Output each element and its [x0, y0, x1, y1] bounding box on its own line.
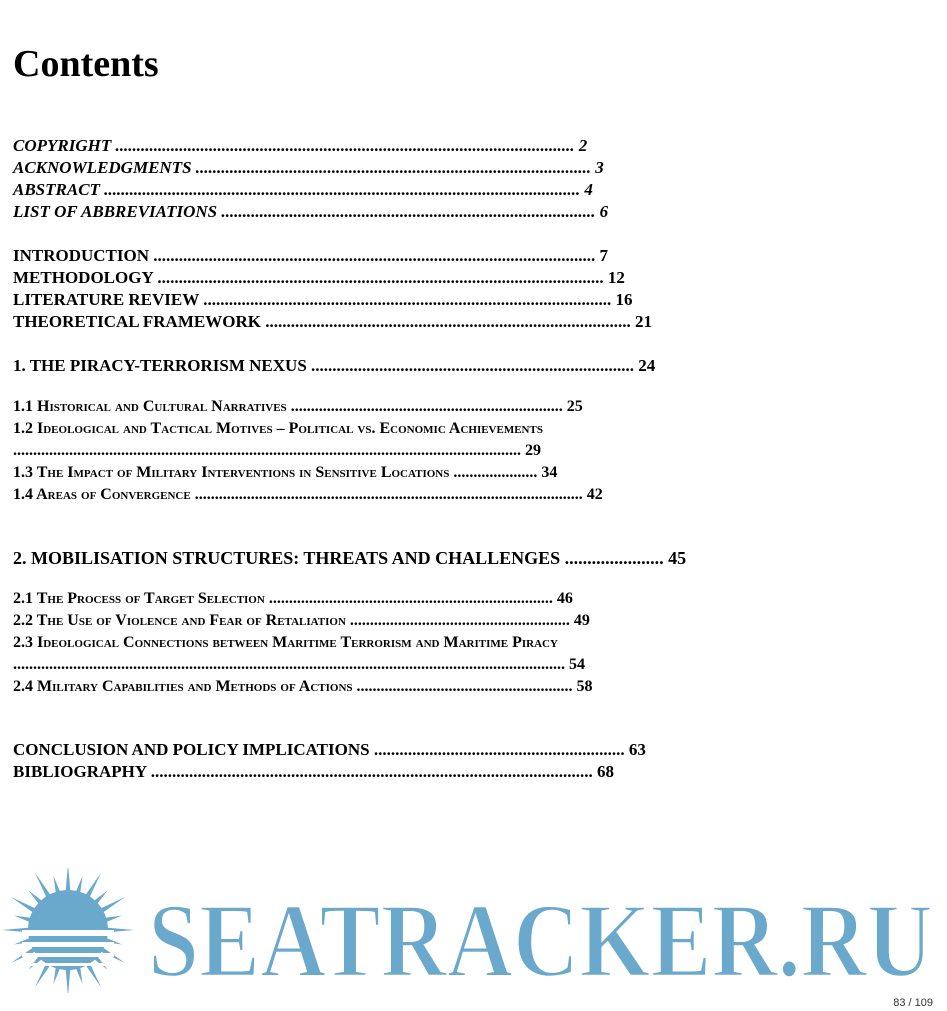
toc-entry-label: BIBLIOGRAPHY [13, 762, 147, 781]
toc-entry-label: 1.2 Ideological and Tactical Motives – Political vs. Economic Achievements [13, 420, 543, 437]
toc-leader-dots: ........................................................... [369, 740, 629, 759]
toc-leader-dots: ..................... [449, 464, 542, 481]
toc-page-number: 63 [628, 740, 646, 759]
toc-entry-section-1-4[interactable] [13, 484, 603, 506]
toc-entry-label: 1.4 Areas of Convergence [13, 486, 191, 503]
toc-page-number: 42 [586, 486, 603, 503]
toc-entry-label: 2.1 The Process of Target Selection [13, 590, 265, 607]
toc-entry-label: 2. MOBILISATION STRUCTURES: THREATS AND CHALLENGES [13, 548, 561, 568]
table-of-contents [13, 0, 813, 800]
toc-leader-dots: ...................... [560, 548, 669, 568]
toc-leader-dots: .......................................................................................................................................... [13, 656, 569, 673]
toc-entry-label: 2.2 The Use of Violence and Fear of Retaliation [13, 612, 346, 629]
toc-entry-acknowledgments[interactable] [13, 157, 604, 179]
toc-entry-abstract[interactable] [13, 179, 593, 201]
watermark-text: SEATRACKER.RU [148, 882, 933, 993]
toc-page-number: 58 [576, 678, 593, 695]
toc-page-number: 54 [569, 656, 585, 673]
toc-entry-section-1-2[interactable] [13, 418, 543, 440]
toc-entry-label: 1. THE PIRACY-TERRORISM NEXUS [13, 356, 307, 375]
toc-entry-label: THEORETICAL FRAMEWORK [13, 312, 261, 331]
toc-entry-label: LITERATURE REVIEW [13, 290, 199, 309]
toc-entry-section-1-1[interactable] [13, 396, 583, 418]
toc-page-number: 12 [607, 268, 625, 287]
toc-entry-abbreviations[interactable] [13, 201, 608, 223]
toc-leader-dots: .................................................................... [286, 398, 567, 415]
toc-page-number: 29 [525, 442, 541, 459]
toc-entry-label: 1.3 The Impact of Military Interventions in Sensitive Locations [13, 464, 450, 481]
toc-page-number: 2 [578, 136, 588, 155]
toc-leader-dots: ...................................................... [352, 678, 577, 695]
toc-entry-section-2-2[interactable] [13, 610, 590, 632]
page-title: Contents [13, 43, 159, 85]
toc-entry-section-1-2-continued[interactable] [13, 440, 541, 462]
toc-entry-introduction[interactable] [13, 245, 608, 267]
toc-leader-dots: ................................................................................................ [198, 290, 616, 309]
toc-leader-dots: ............................................................................ [306, 356, 639, 375]
toc-entry-label: INTRODUCTION [13, 246, 150, 265]
toc-entry-literature-review[interactable] [13, 289, 632, 311]
page-indicator: 83 / 109 [893, 997, 933, 1009]
toc-page-number: 3 [595, 158, 604, 177]
toc-entry-methodology[interactable] [13, 267, 625, 289]
sun-logo-icon [2, 868, 134, 993]
toc-page-number: 45 [668, 548, 687, 568]
toc-page-number: 25 [566, 398, 583, 415]
toc-entry-label: 2.3 Ideological Connections between Maritime Terrorism and Maritime Piracy [13, 634, 558, 651]
toc-entry-label: 1.1 Historical and Cultural Narratives [13, 398, 287, 415]
toc-page-number: 46 [556, 590, 573, 607]
toc-page-number: 4 [584, 180, 593, 199]
toc-entry-label: ACKNOWLEDGMENTS [13, 158, 192, 177]
toc-page-number: 24 [638, 356, 656, 375]
toc-leader-dots: ...................................................................................... [260, 312, 635, 331]
toc-entry-section-2-4[interactable] [13, 676, 593, 698]
toc-entry-label: COPYRIGHT [13, 136, 112, 155]
seatracker-watermark [0, 868, 947, 993]
toc-page-number: 68 [597, 762, 615, 781]
toc-leader-dots: ............................................................................................. [191, 158, 596, 177]
toc-page-number: 6 [599, 202, 609, 221]
toc-entry-theoretical-framework[interactable] [13, 311, 652, 333]
toc-entry-label: 2.4 Military Capabilities and Methods of Actions [13, 678, 353, 695]
toc-leader-dots: ........................................................................................ [217, 202, 600, 221]
toc-entry-label: CONCLUSION AND POLICY IMPLICATIONS [13, 740, 370, 759]
toc-leader-dots: ................................................................................................................ [99, 180, 585, 199]
toc-entry-label: LIST OF ABBREVIATIONS [13, 202, 218, 221]
toc-entry-section-2-3[interactable] [13, 632, 558, 654]
toc-entry-chapter-1[interactable] [13, 355, 655, 377]
toc-leader-dots: ........................................................................................................ [149, 246, 600, 265]
toc-leader-dots: ....................................................................... [264, 590, 557, 607]
toc-leader-dots: ......................................................................................................... [153, 268, 608, 287]
toc-page-number: 7 [599, 246, 609, 265]
toc-entry-copyright[interactable] [13, 135, 587, 157]
toc-leader-dots: ................................................................................................. [190, 486, 587, 503]
toc-leader-dots: ............................................................................................................................... [13, 442, 525, 459]
toc-page-number: 34 [541, 464, 558, 481]
toc-page-number: 21 [634, 312, 652, 331]
toc-leader-dots: ............................................................................................................ [111, 136, 579, 155]
toc-entry-chapter-2[interactable] [13, 547, 686, 569]
toc-page-number: 49 [573, 612, 590, 629]
toc-entry-label: METHODOLOGY [13, 268, 154, 287]
toc-entry-bibliography[interactable] [13, 761, 614, 783]
toc-entry-label: ABSTRACT [13, 180, 100, 199]
toc-page-number: 16 [615, 290, 633, 309]
toc-entry-section-1-3[interactable] [13, 462, 557, 484]
toc-leader-dots: ....................................................... [345, 612, 574, 629]
toc-entry-conclusion[interactable] [13, 739, 646, 761]
toc-leader-dots: ........................................................................................................ [146, 762, 598, 781]
toc-entry-section-2-1[interactable] [13, 588, 573, 610]
toc-entry-section-2-3-continued[interactable] [13, 654, 585, 676]
